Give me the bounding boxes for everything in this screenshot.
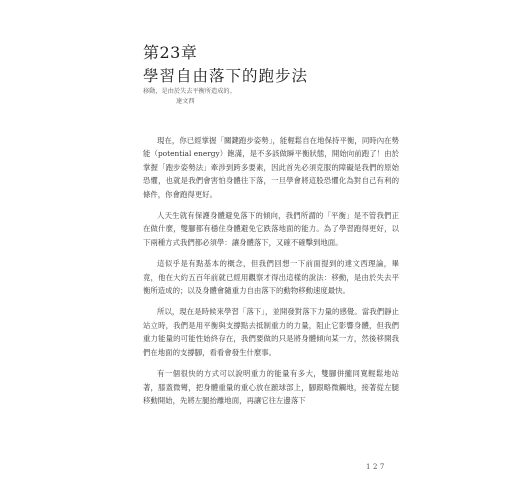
page-number: 127 <box>366 463 387 471</box>
paragraph: 現在，你已經掌握「關鍵跑步姿勢」，能輕鬆自在地保持平衡，同時內在勢能（potential energy）飽滿，是不多該做瞬平衡狀態，開始向前跑了！由於掌握「跑步姿勢法」牽涉到跨多要素，因此首先必須克服的障礙是我們的原始恐懼，也就是我們會害怕身體往下落，一旦學會將這股恐懼化為對自己有利的條件，你會跑得更好。 <box>143 136 399 199</box>
paragraph: 所以，現在是時候來學習「落下」，並開發對落下力量的感覺。當我們靜止站立時，我們是用平衡與支撐點去抵制重力的力量，阻止它影響身體，但我們重力能量的可能性始終存在，我們要做的只是將身體傾向某一方，然後移開我們在地面的支撐腳，看看會發生什麼事。 <box>143 307 399 357</box>
chapter-title: 學習自由落下的跑步法 <box>143 67 309 85</box>
paragraph: 有一個很快的方式可以說明重力的能量有多大，雙腳併攏同寬輕鬆地站著，膝蓋微彎，把身體重量的重心放在蹠球部上，腳跟略微觸地，接著從左腿移動開始，先將左腿抬離地面，再讓它往左邊落下 <box>143 369 399 405</box>
epigraph-author: 達文西 <box>176 98 195 105</box>
epigraph-quote: 移動，是由於失去平衡所造成的。 <box>143 88 236 95</box>
paragraph: 人天生就有保護身體避免落下的傾向，我們所謂的「平衡」是不管我們正在做什麼，雙腳都有穩住身體避免它跌落地面的能力。為了學習跑得更好，以下兩種方式我們都必須學：讓身體落下，又確不確擊到地面。 <box>143 211 399 247</box>
chapter-number: 第23章 <box>143 43 198 62</box>
epigraph <box>143 87 236 107</box>
body-text <box>143 134 399 415</box>
paragraph: 這似乎是有點基本的概念，但我們回想一下前面提到的達文西理論，畢竟，他在大約五百年前就已經用觀察才得出這樣的說法：移動，是由於失去平衡所造成的；以及身體會隨重力自由落下的動物移動速度最快。 <box>143 259 399 296</box>
